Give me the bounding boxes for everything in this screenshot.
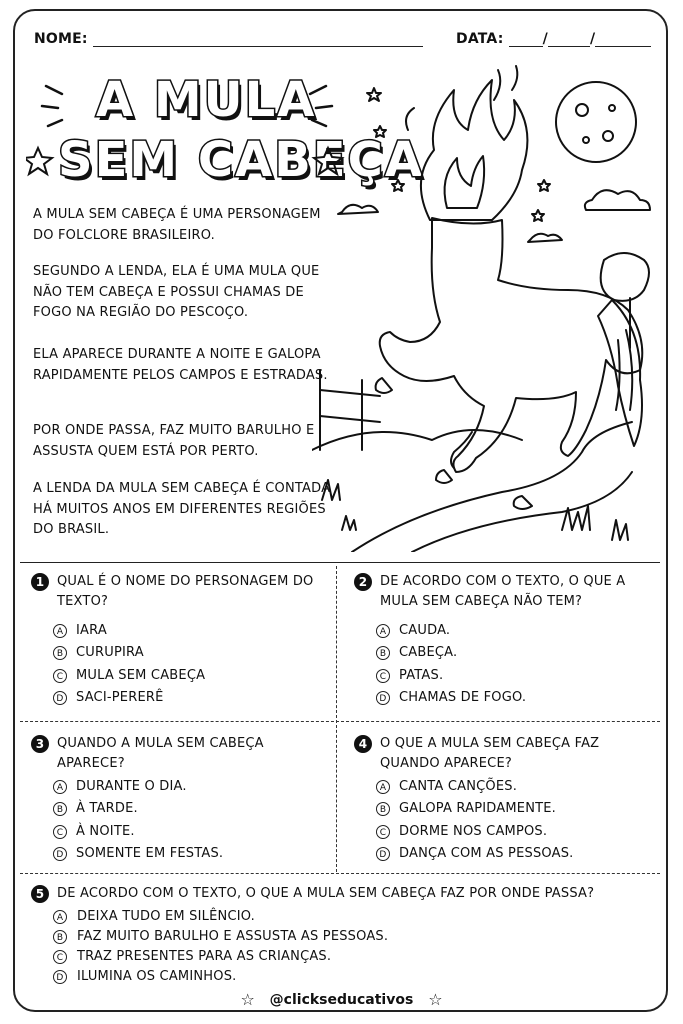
answer-option[interactable]	[31, 621, 331, 641]
question-text: QUAL É O NOME DO PERSONAGEM DO TEXTO?	[57, 574, 314, 609]
question-number-badge: 5	[31, 885, 49, 903]
option-text: À TARDE.	[76, 801, 138, 816]
option-text: ILUMINA OS CAMINHOS.	[77, 968, 237, 984]
name-line[interactable]	[93, 32, 423, 47]
option-text: DANÇA COM AS PESSOAS.	[399, 846, 574, 861]
option-letter-circle[interactable]: A	[53, 780, 67, 794]
option-letter-circle[interactable]: A	[376, 780, 390, 794]
option-letter-circle[interactable]: C	[376, 825, 390, 839]
answer-option[interactable]	[31, 844, 331, 864]
option-text: À NOITE.	[76, 823, 135, 839]
story-paragraph-2: SEGUNDO A LENDA, ELA É UMA MULA QUE NÃO TEM CABEÇA E POSSUI CHAMAS DE FOGO NA REGIÃO DO PESCOÇO.	[33, 264, 320, 320]
option-text: CANTA CANÇÕES.	[399, 778, 518, 794]
option-text: CABEÇA.	[399, 645, 458, 660]
answer-option[interactable]	[31, 947, 651, 967]
option-letter-circle[interactable]: D	[376, 847, 390, 861]
option-letter-circle[interactable]: C	[53, 669, 67, 683]
option-letter-circle[interactable]: C	[376, 669, 390, 683]
star-icon	[538, 180, 550, 191]
option-text: CHAMAS DE FOGO.	[399, 690, 527, 705]
option-letter-circle[interactable]: A	[376, 624, 390, 638]
answer-option[interactable]	[354, 621, 654, 641]
date-label: DATA:	[456, 31, 504, 47]
title-decoration	[26, 70, 346, 200]
date-month-line[interactable]	[548, 32, 590, 47]
date-slash: /	[589, 31, 596, 47]
date-slash: /	[542, 31, 548, 47]
option-letter-circle[interactable]: B	[53, 646, 67, 660]
option-text: CURUPIRA	[76, 645, 144, 660]
option-text: TRAZ PRESENTES PARA AS CRIANÇAS.	[77, 948, 332, 964]
question-1	[31, 572, 331, 708]
answer-option[interactable]	[31, 907, 651, 927]
question-text: DE ACORDO COM O TEXTO, O QUE A MULA SEM CABEÇA NÃO TEM?	[380, 574, 626, 609]
option-letter-circle[interactable]: D	[53, 691, 67, 705]
story-paragraph-5: A LENDA DA MULA SEM CABEÇA É CONTADA HÁ MUITOS ANOS EM DIFERENTES REGIÕES DO BRASIL.	[33, 481, 331, 537]
story-paragraph-3: ELA APARECE DURANTE A NOITE E GALOPA RAPIDAMENTE PELOS CAMPOS E ESTRADAS.	[33, 347, 328, 383]
option-letter-circle[interactable]: B	[53, 930, 67, 944]
question-number-badge: 2	[354, 573, 372, 591]
option-letter-circle[interactable]: B	[376, 802, 390, 816]
story-paragraph-4: POR ONDE PASSA, FAZ MUITO BARULHO E ASSUSTA QUEM ESTÁ POR PERTO.	[33, 423, 315, 459]
footer	[0, 990, 683, 1009]
question-4	[354, 734, 654, 864]
answer-option[interactable]	[31, 799, 331, 819]
section-divider	[20, 562, 660, 563]
option-text: DURANTE O DIA.	[76, 778, 187, 794]
option-text: PATAS.	[399, 667, 444, 683]
answer-option[interactable]	[31, 688, 331, 708]
question-number-badge: 3	[31, 735, 49, 753]
star-icon	[532, 210, 544, 221]
star-icon: ☆	[240, 990, 255, 1009]
title-line-2: SEM CABEÇA	[58, 132, 424, 188]
answer-option[interactable]	[31, 643, 331, 663]
star-icon	[26, 148, 52, 174]
section-divider	[20, 721, 660, 722]
headless-mule-illustration	[312, 60, 664, 552]
option-text: SOMENTE EM FESTAS.	[76, 846, 224, 861]
option-text: FAZ MUITO BARULHO E ASSUSTA AS PESSOAS.	[77, 928, 389, 944]
question-text: QUANDO A MULA SEM CABEÇA APARECE?	[57, 736, 264, 771]
option-letter-circle[interactable]: C	[53, 825, 67, 839]
section-divider	[20, 873, 660, 874]
question-text: DE ACORDO COM O TEXTO, O QUE A MULA SEM CABEÇA FAZ POR ONDE PASSA?	[57, 886, 595, 901]
question-3	[31, 734, 331, 864]
date-field	[456, 31, 651, 47]
question-5	[31, 884, 651, 986]
star-icon: ☆	[428, 990, 443, 1009]
moon-icon	[556, 82, 636, 162]
answer-option[interactable]	[31, 927, 651, 947]
answer-option[interactable]	[354, 822, 654, 842]
answer-option[interactable]	[354, 844, 654, 864]
option-text: GALOPA RAPIDAMENTE.	[399, 801, 557, 816]
option-text: IARA	[76, 622, 107, 638]
option-letter-circle[interactable]: B	[376, 646, 390, 660]
question-number-badge: 1	[31, 573, 49, 591]
answer-option[interactable]	[354, 666, 654, 686]
name-label: NOME:	[34, 31, 88, 47]
answer-option[interactable]	[31, 777, 331, 797]
question-number-badge: 4	[354, 735, 372, 753]
option-text: CAUDA.	[399, 622, 451, 638]
answer-option[interactable]	[354, 688, 654, 708]
story-paragraph-1: A MULA SEM CABEÇA É UMA PERSONAGEM DO FOLCLORE BRASILEIRO.	[33, 207, 321, 243]
option-letter-circle[interactable]: C	[53, 950, 67, 964]
option-text: DORME NOS CAMPOS.	[399, 823, 548, 839]
column-divider	[336, 566, 337, 872]
date-day-line[interactable]	[509, 32, 543, 47]
answer-option[interactable]	[354, 643, 654, 663]
option-letter-circle[interactable]: D	[53, 847, 67, 861]
answer-option[interactable]	[31, 666, 331, 686]
option-letter-circle[interactable]: B	[53, 802, 67, 816]
question-2	[354, 572, 654, 708]
answer-option[interactable]	[354, 777, 654, 797]
name-field	[34, 31, 423, 47]
option-letter-circle[interactable]: A	[53, 624, 67, 638]
option-text: DEIXA TUDO EM SILÊNCIO.	[77, 908, 255, 924]
title-line-1: A MULA	[96, 72, 317, 128]
answer-option[interactable]	[31, 967, 651, 987]
footer-handle: @clickseducativos	[269, 991, 414, 1008]
option-letter-circle[interactable]: A	[53, 910, 67, 924]
date-year-line[interactable]	[595, 32, 651, 47]
answer-option[interactable]	[354, 799, 654, 819]
option-text: MULA SEM CABEÇA	[76, 667, 206, 683]
option-letter-circle[interactable]: D	[376, 691, 390, 705]
question-text: O QUE A MULA SEM CABEÇA FAZ QUANDO APARECE?	[380, 736, 600, 771]
answer-option[interactable]	[31, 822, 331, 842]
option-letter-circle[interactable]: D	[53, 970, 67, 984]
star-icon	[367, 88, 381, 101]
star-icon	[392, 180, 404, 191]
star-icon	[374, 126, 386, 137]
option-text: SACI-PERERÊ	[76, 690, 164, 705]
